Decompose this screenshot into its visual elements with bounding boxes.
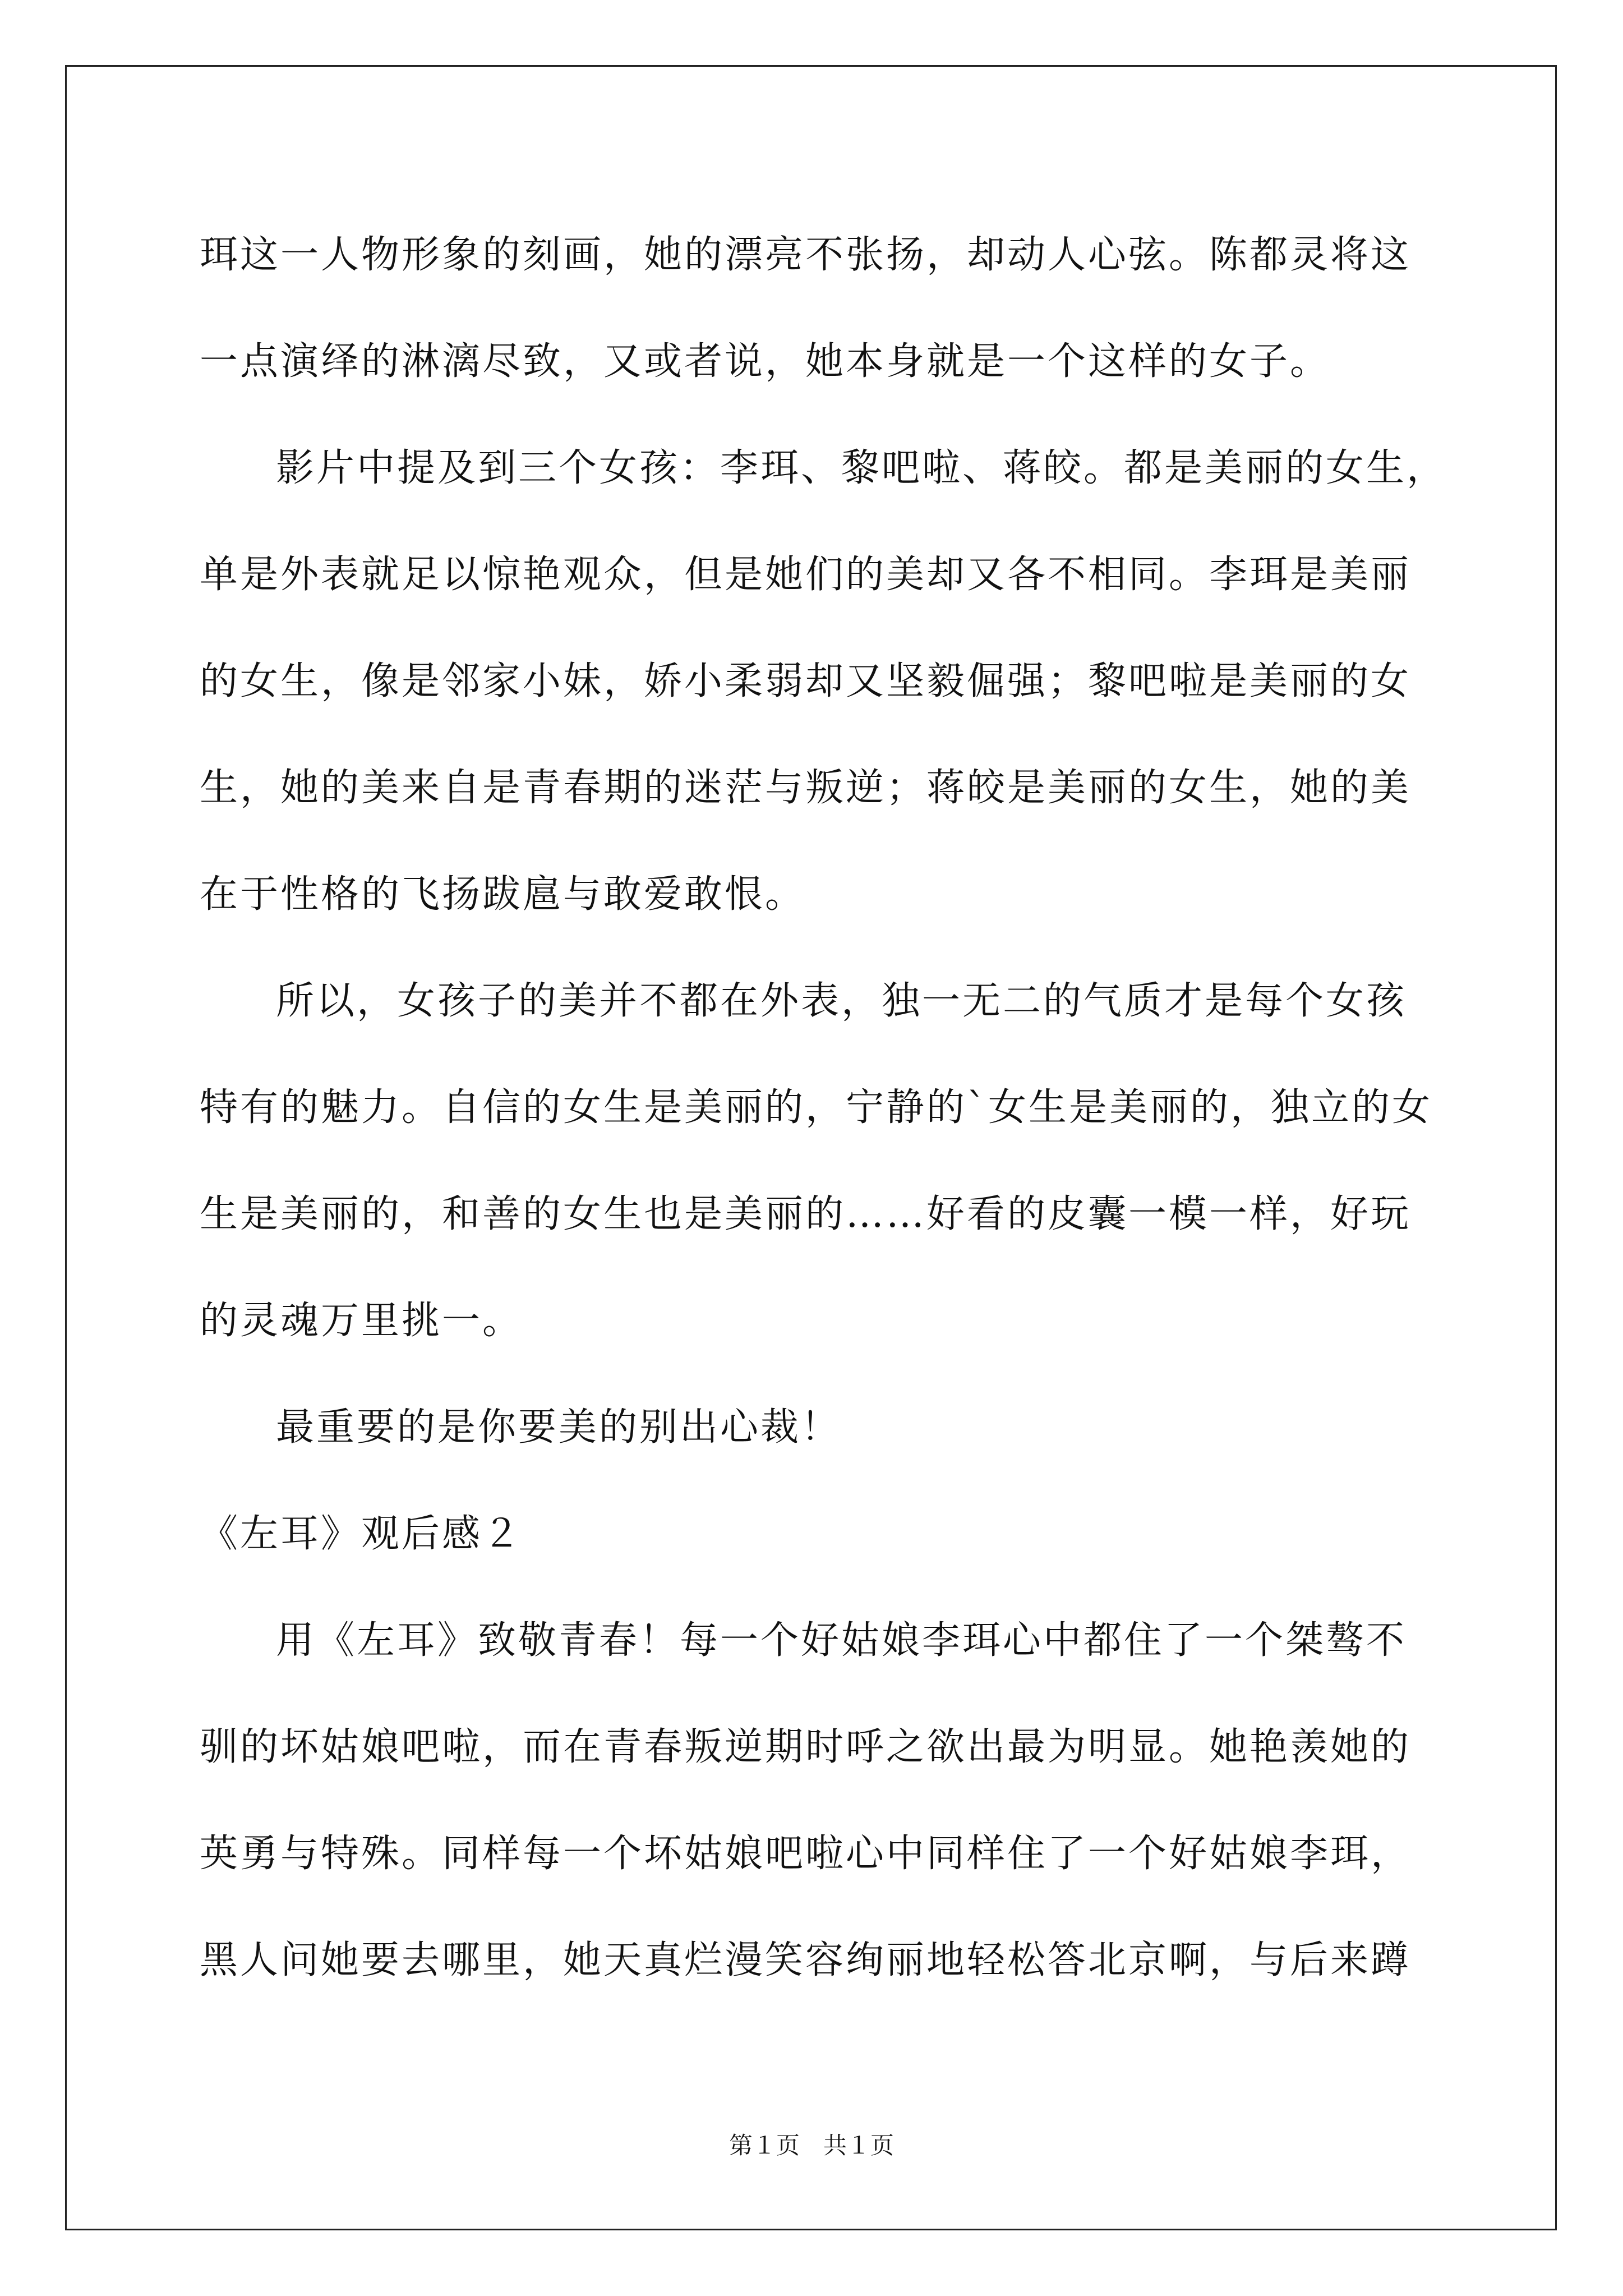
text-line: 生，她的美来自是青春期的迷茫与叛逆；蒋皎是美丽的女生，她的美: [200, 766, 1412, 810]
text-line: 一点演绎的淋漓尽致，又或者说，她本身就是一个这样的女子。: [200, 339, 1331, 384]
text-line: 特有的魅力。自信的女生是美丽的，宁静的`女生是美丽的，独立的女: [200, 1085, 1433, 1130]
paragraph-5: [200, 1588, 1433, 2014]
text-line: 黑人问她要去哪里，她天真烂漫笑容绚丽地轻松答北京啊，与后来蹲: [200, 1938, 1412, 1982]
page-number-footer: 第１页 共１页: [728, 2132, 894, 2159]
paragraph-4: [200, 1374, 1433, 1481]
text-line: 在于性格的飞扬跋扈与敢爱敢恨。: [200, 872, 806, 917]
paragraph-3: [200, 948, 1433, 1374]
text-line: 生是美丽的，和善的女生也是美丽的……好看的皮囊一模一样，好玩: [200, 1192, 1412, 1236]
section-heading: 《左耳》观后感２: [200, 1512, 523, 1556]
text-line: 所以，女孩子的美并不都在外表，独一无二的气质才是每个女孩: [276, 979, 1407, 1023]
text-line: 单是外表就足以惊艳观众，但是她们的美却又各不相同。李珥是美丽: [200, 553, 1412, 597]
document-body: [200, 202, 1447, 2014]
text-line: 最重要的是你要美的别出心裁！: [276, 1405, 842, 1450]
text-line: 驯的坏姑娘吧啦，而在青春叛逆期时呼之欲出最为明显。她艳羡她的: [200, 1725, 1412, 1769]
text-line: 的女生，像是邻家小妹，娇小柔弱却又坚毅倔强；黎吧啦是美丽的女: [200, 659, 1412, 703]
text-line: 珥这一人物形象的刻画，她的漂亮不张扬，却动人心弦。陈都灵将这: [200, 233, 1412, 277]
paragraph-2: [200, 415, 1447, 948]
text-line: 影片中提及到三个女孩：李珥、黎吧啦、蒋皎。都是美丽的女生，: [276, 446, 1447, 490]
text-line: 用《左耳》致敬青春！每一个好姑娘李珥心中都住了一个桀骜不: [276, 1618, 1407, 1663]
text-line: 的灵魂万里挑一。: [200, 1299, 523, 1343]
text-line: 英勇与特殊。同样每一个坏姑娘吧啦心中同样住了一个好姑娘李珥，: [200, 1832, 1412, 1876]
paragraph-1: [200, 202, 1433, 415]
